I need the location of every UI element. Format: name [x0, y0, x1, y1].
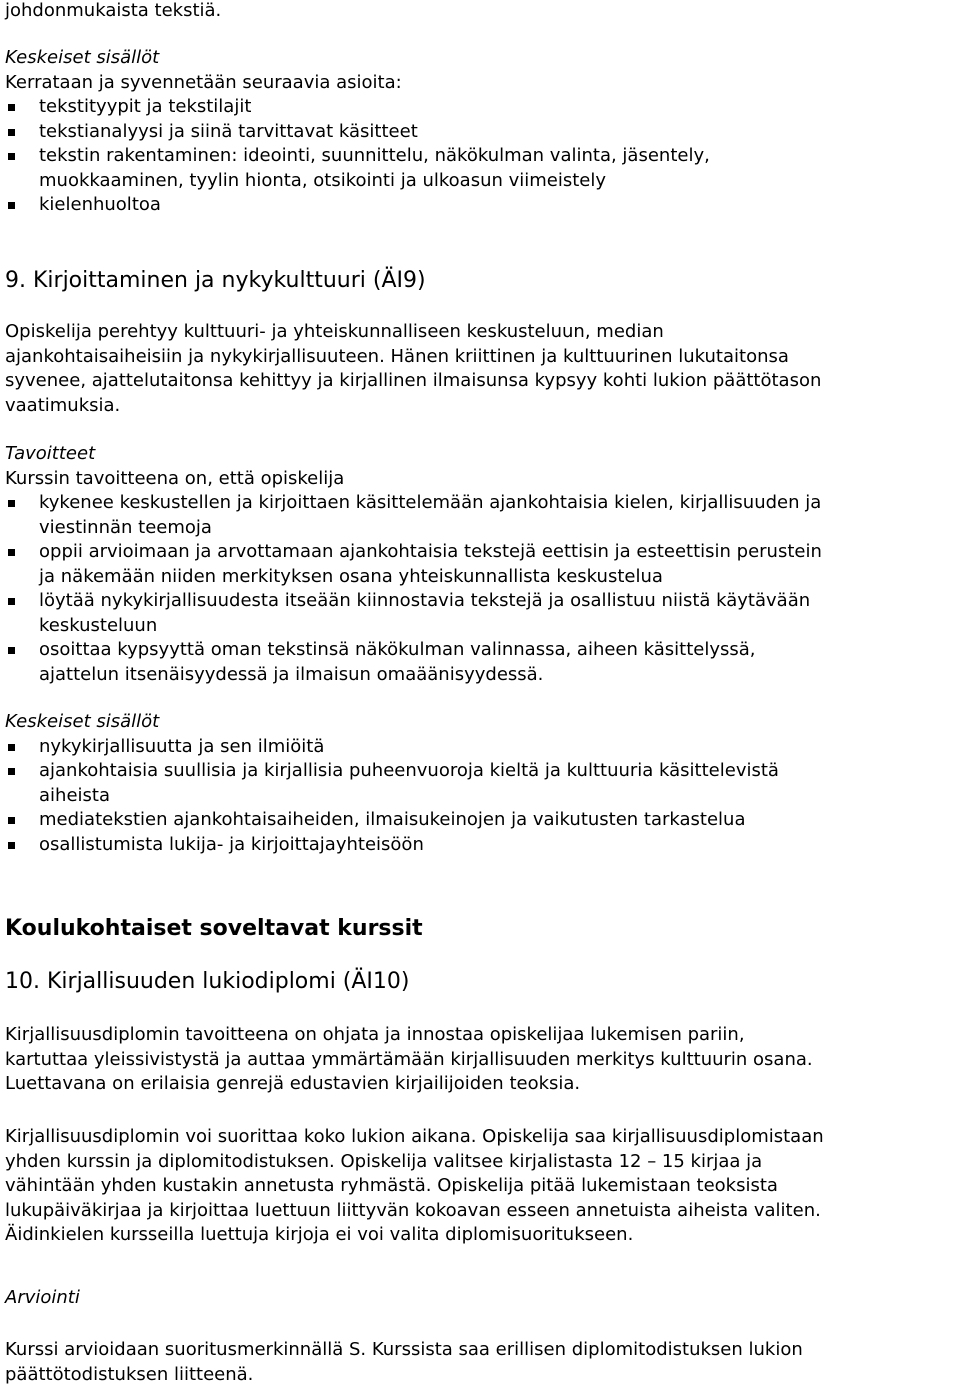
list-item [5, 589, 960, 638]
paragraph-line: Kirjallisuusdiplomin voi suorittaa koko lukion aikana. Opiskelija saa kirjallisuusdiplomistaan [5, 1126, 824, 1147]
course10-paragraph-1 [5, 1023, 960, 1097]
goals-intro: Kurssin tavoitteena on, että opiskelija [5, 467, 345, 489]
list-item-line: tekstin rakentaminen: ideointi, suunnittelu, näkökulman valinta, jäsentely, [39, 145, 710, 166]
list-item-line: ajankohtaisia suullisia ja kirjallisia puheenvuoroja kieltä ja kulttuuria käsittelevistä [39, 760, 779, 781]
list-item: nykykirjallisuutta ja sen ilmiöitä [5, 735, 960, 760]
list-item [5, 491, 960, 540]
list-item [5, 144, 960, 193]
list-item [5, 638, 960, 687]
course9-goals [5, 442, 960, 687]
course9-intro [5, 320, 960, 418]
list-item-line: oppii arvioimaan ja arvottamaan ajankohtaisia tekstejä eettisin ja esteettisin perustein [39, 541, 822, 562]
paragraph-line: Kirjallisuusdiplomin tavoitteena on ohjata ja innostaa opiskelijaa lukemisen pariin, [5, 1024, 745, 1045]
list-item [5, 759, 960, 808]
course10-title: 10. Kirjallisuuden lukiodiplomi (ÄI10) [5, 969, 410, 994]
list-item: kielenhuoltoa [5, 193, 960, 218]
course9-contents [5, 710, 960, 857]
list-item: tekstianalyysi ja siinä tarvittavat käsitteet [5, 120, 960, 145]
list-item-line: keskusteluun [39, 614, 158, 636]
top-line: johdonmukaista tekstiä. [5, 0, 222, 21]
course10-paragraph-2 [5, 1125, 960, 1248]
list-item-line: osoittaa kypsyyttä oman tekstinsä näkökulman valinnassa, aiheen käsittelyssä, [39, 639, 756, 660]
paragraph-line: ajankohtaisaiheisiin ja nykykirjallisuuteen. Hänen kriittinen ja kulttuurinen lukutaitonsa [5, 345, 789, 367]
goals-heading: Tavoitteet [5, 443, 96, 464]
assessment-heading: Arviointi [5, 1287, 80, 1308]
section8-contents-intro: Kerrataan ja syvennetään seuraavia asioita: [5, 71, 402, 93]
section8-contents-list [5, 95, 960, 218]
list-item: osallistumista lukija- ja kirjoittajayhteisöön [5, 833, 960, 858]
section8-contents-heading: Keskeiset sisällöt [5, 47, 160, 68]
paragraph-line: päättötodistuksen liitteenä. [5, 1363, 254, 1385]
list-item [5, 540, 960, 589]
contents-heading: Keskeiset sisällöt [5, 711, 160, 732]
list-item-line: viestinnän teemoja [39, 516, 212, 538]
paragraph-line: yhden kurssin ja diplomitodistuksen. Opiskelija valitsee kirjalistasta 12 – 15 kirjaa ja [5, 1150, 763, 1172]
paragraph-line: vaatimuksia. [5, 394, 121, 416]
list-item: mediatekstien ajankohtaisaiheiden, ilmaisukeinojen ja vaikutusten tarkastelua [5, 808, 960, 833]
list-item-line: löytää nykykirjallisuudesta itseään kiinnostavia tekstejä ja osallistuu niistä käytävään [39, 590, 811, 611]
paragraph-line: vähintään yhden kustakin annetusta ryhmästä. Opiskelija pitää lukemistaan teoksista [5, 1175, 778, 1196]
paragraph-line: Äidinkielen kursseilla luettuja kirjoja ei voi valita diplomisuoritukseen. [5, 1224, 634, 1245]
paragraph-line: syvenee, ajattelutaitonsa kehittyy ja kirjallinen ilmaisunsa kypsyy kohti lukion päättötason [5, 370, 822, 391]
list-item-line: ajattelun itsenäisyydessä ja ilmaisun omaäänisyydessä. [39, 663, 544, 685]
paragraph-line: Luettavana on erilaisia genrejä edustavien kirjailijoiden teoksia. [5, 1073, 581, 1094]
paragraph-line: Kurssi arvioidaan suoritusmerkinnällä S. Kurssista saa erillisen diplomitodistuksen lukion [5, 1339, 803, 1360]
list-item-line: kykenee keskustellen ja kirjoittaen käsittelemään ajankohtaisia kielen, kirjallisuuden ja [39, 492, 822, 513]
course9-title: 9. Kirjoittaminen ja nykykulttuuri (ÄI9) [5, 268, 426, 293]
list-item-line: aiheista [39, 784, 110, 806]
contents-list [5, 735, 960, 858]
list-item: tekstityypit ja tekstilajit [5, 95, 960, 120]
paragraph-line: kartuttaa yleissivistystä ja auttaa ymmärtämään kirjallisuuden merkitys kulttuurin osana. [5, 1048, 813, 1070]
list-item-line: ja näkemään niiden merkityksen osana yhteiskunnallista keskustelua [39, 565, 663, 587]
goals-list [5, 491, 960, 687]
list-item-line: muokkaaminen, tyylin hionta, otsikointi ja ulkoasun viimeistely [39, 169, 607, 191]
paragraph-line: lukupäiväkirjaa ja kirjoittaa luettuun liittyvän kokoavan esseen annetuista aiheista valiten. [5, 1199, 821, 1221]
assessment-text [5, 1338, 960, 1387]
paragraph-line: Opiskelija perehtyy kulttuuri- ja yhteiskunnalliseen keskusteluun, median [5, 321, 664, 342]
school-courses-heading: Koulukohtaiset soveltavat kurssit [5, 916, 423, 941]
section8-contents [5, 46, 960, 218]
